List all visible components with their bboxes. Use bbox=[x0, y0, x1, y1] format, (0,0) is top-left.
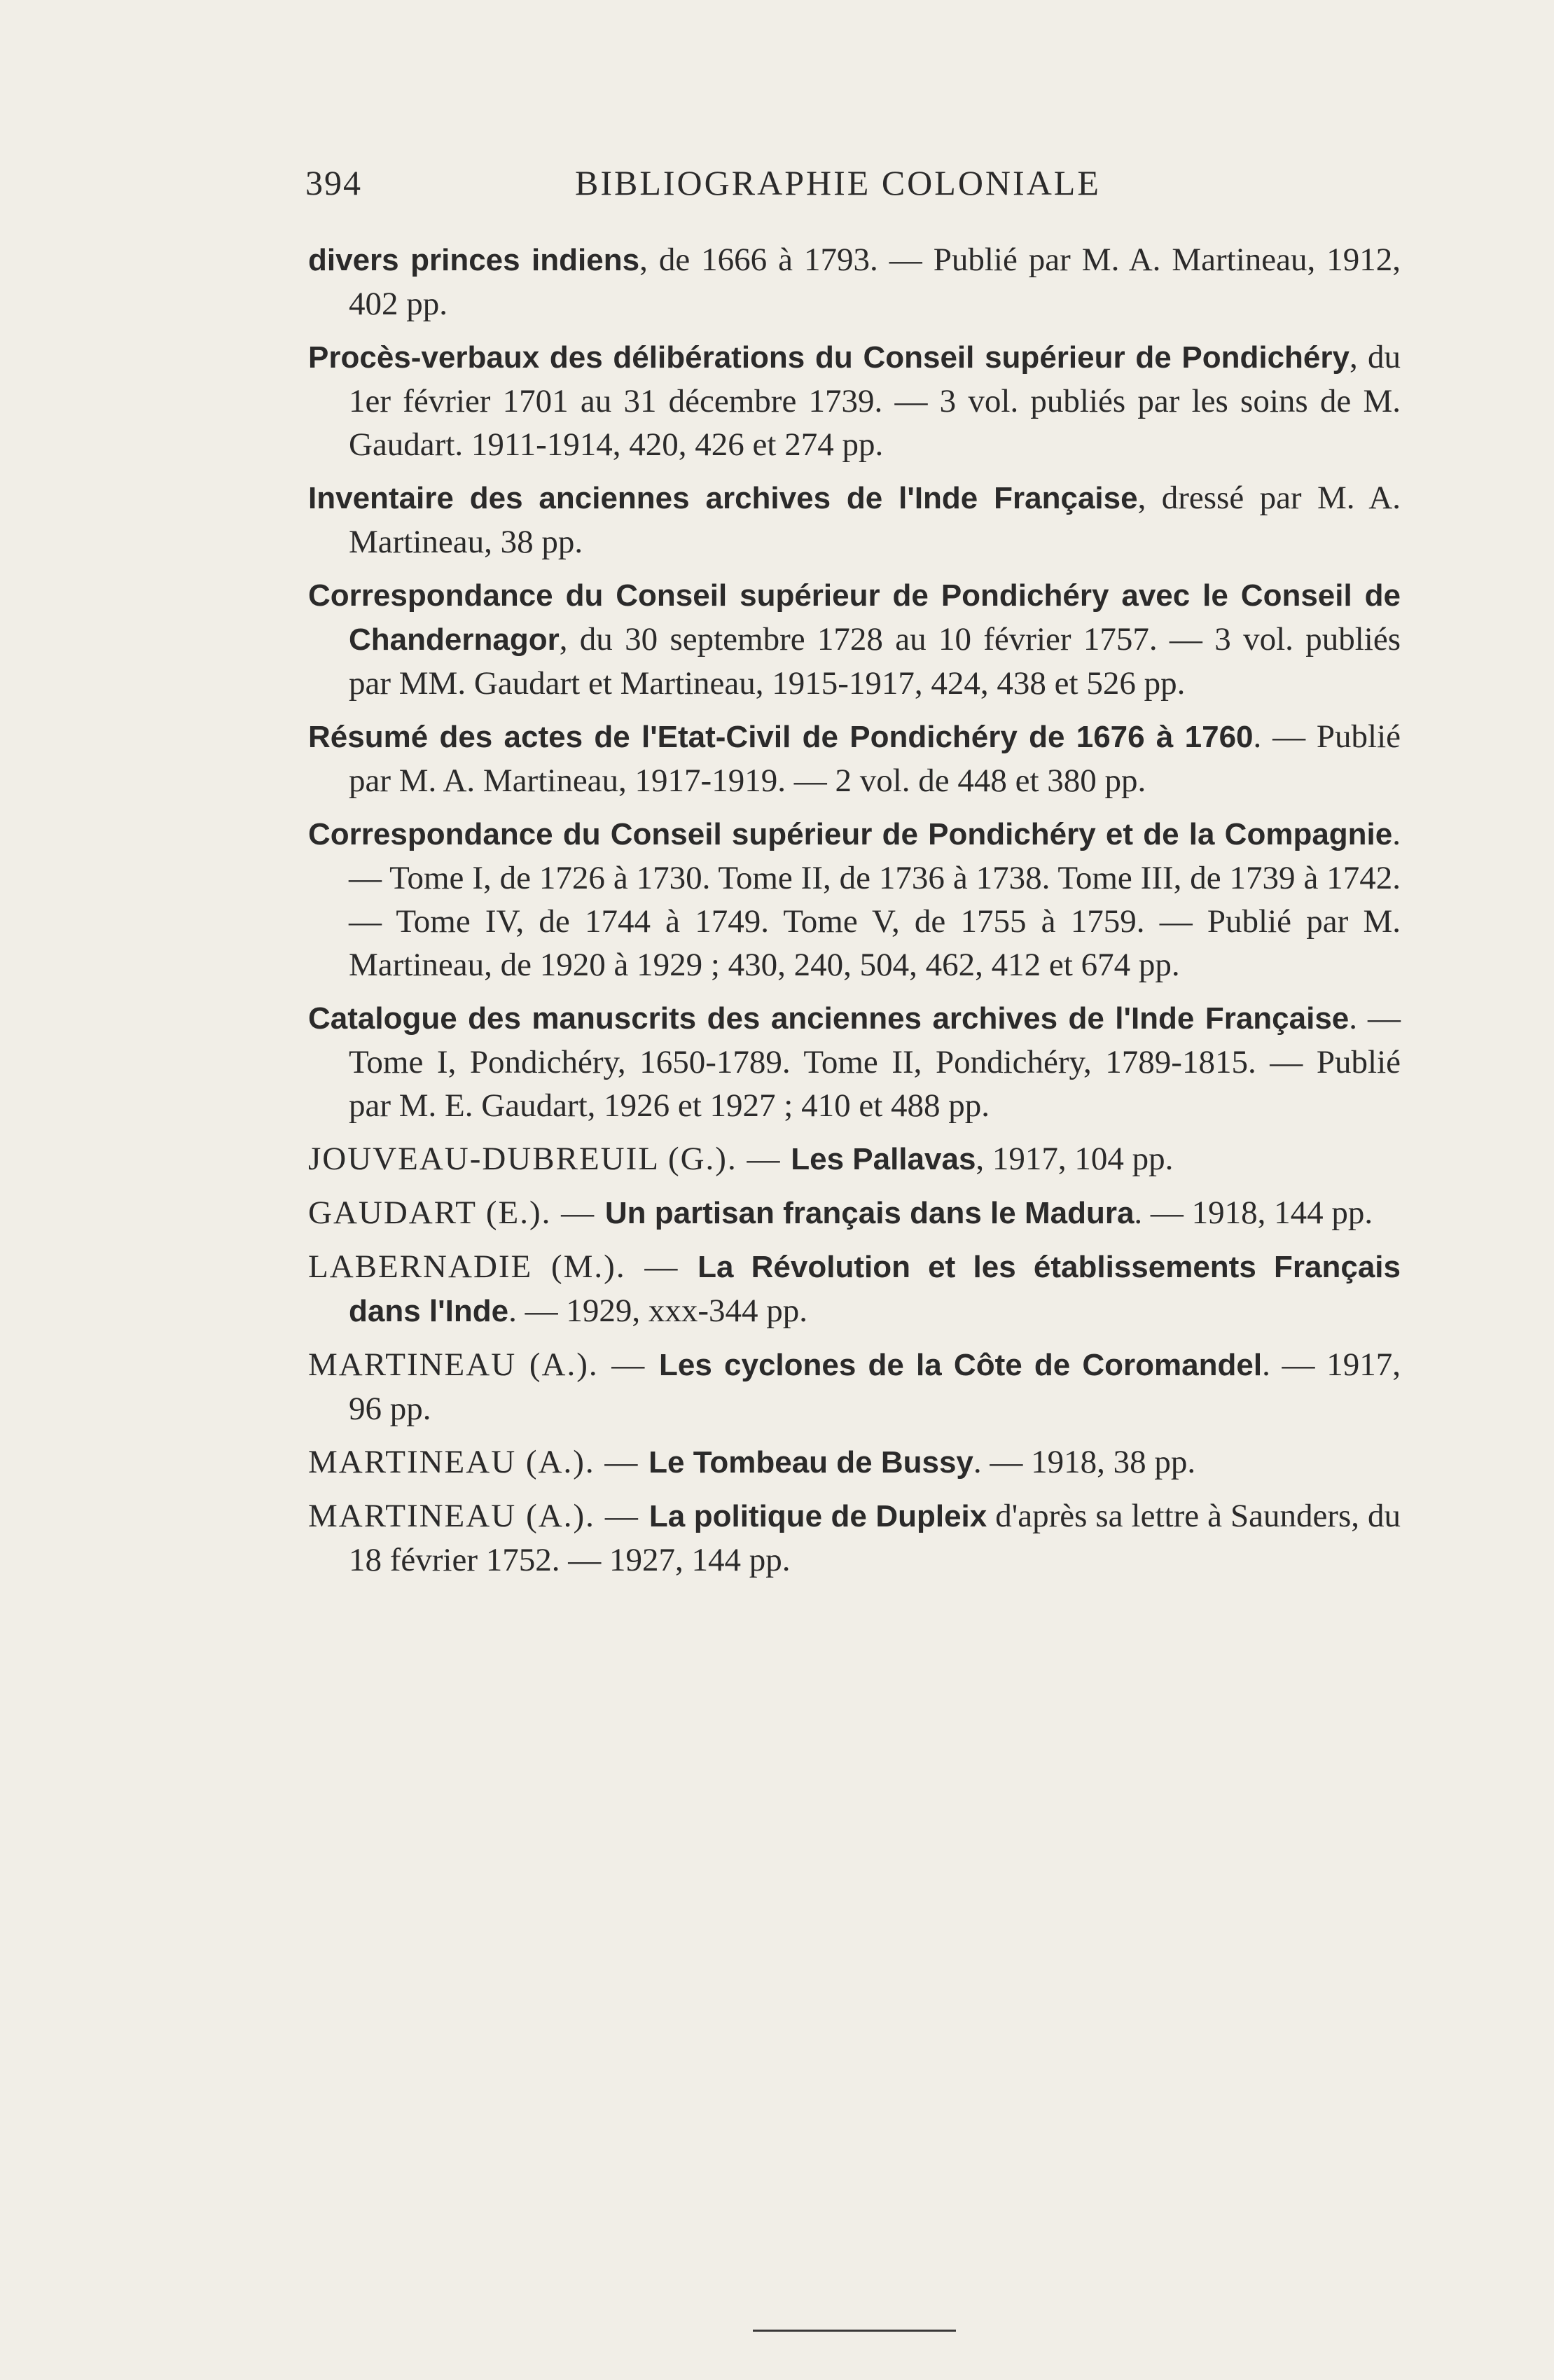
bibliography-list bbox=[308, 238, 1401, 1592]
entry-title: Un partisan français dans le Madura bbox=[604, 1196, 1135, 1230]
bibliography-entry bbox=[308, 812, 1401, 987]
entry-details: , 1917, 104 pp. bbox=[976, 1141, 1174, 1177]
entry-title: Correspondance du Conseil supérieur de Pondichéry avec le Conseil de Chandernagor bbox=[308, 578, 1401, 657]
entry-details: . — Tome I, de 1726 à 1730. Tome II, de 1736 à 1738. Tome III, de 1739 à 1742. — Tome IV, de 1744 à 1749. Tome V, de 1755 à 1759. — Publié par M. Martineau, de 1920 à 1929 ; 430, 240, 504, 462, 412 et 674 pp. bbox=[349, 816, 1401, 983]
entry-title: Procès-verbaux des délibérations du Conseil supérieur de Pondichéry bbox=[308, 340, 1350, 375]
entry-author: MARTINEAU (A.). — bbox=[308, 1444, 649, 1480]
bibliography-entry bbox=[308, 715, 1401, 802]
entry-details: d'après sa lettre à Saunders, du 18 février 1752. — 1927, 144 pp. bbox=[349, 1498, 1401, 1578]
entry-author: GAUDART (E.). — bbox=[308, 1195, 605, 1231]
bibliography-entry bbox=[308, 335, 1401, 466]
entry-author: MARTINEAU (A.). — bbox=[308, 1498, 649, 1534]
entry-title: Catalogue des manuscrits des anciennes archives de l'Inde Française bbox=[308, 1001, 1350, 1036]
entry-details: . — 1929, xxx-344 pp. bbox=[508, 1293, 807, 1329]
entry-title: Résumé des actes de l'Etat-Civil de Pondichéry de 1676 à 1760 bbox=[308, 720, 1254, 754]
entry-details: , dressé par M. A. Martineau, 38 pp. bbox=[349, 480, 1401, 560]
bibliography-entry bbox=[308, 1440, 1401, 1484]
page-header bbox=[305, 162, 1146, 211]
entry-title: Les cyclones de la Côte de Coromandel bbox=[659, 1348, 1263, 1382]
entry-details: , du 30 septembre 1728 au 10 février 1757. — 3 vol. publiés par MM. Gaudart et Martineau, 1915-1917, 424, 438 et 526 pp. bbox=[349, 621, 1401, 702]
entry-title: Correspondance du Conseil supérieur de Pondichéry et de la Compagnie bbox=[308, 817, 1393, 851]
bibliography-entry bbox=[308, 1343, 1401, 1431]
entry-author: MARTINEAU (A.). — bbox=[308, 1346, 660, 1383]
bibliography-entry bbox=[308, 1494, 1401, 1582]
entry-title: Les Pallavas bbox=[791, 1142, 976, 1176]
bibliography-entry bbox=[308, 1191, 1401, 1235]
bibliography-entry bbox=[308, 996, 1401, 1127]
running-title: BIBLIOGRAPHIE COLONIALE bbox=[575, 163, 1101, 202]
entry-details: . — 1917, 96 pp. bbox=[349, 1346, 1401, 1427]
entry-title: Inventaire des anciennes archives de l'Inde Française bbox=[308, 481, 1138, 515]
entry-details: . — 1918, 38 pp. bbox=[973, 1444, 1196, 1480]
entry-details: , de 1666 à 1793. — Publié par M. A. Martineau, 1912, 402 pp. bbox=[349, 242, 1401, 322]
entry-title: La politique de Dupleix bbox=[648, 1499, 987, 1533]
entry-details: . — Publié par M. A. Martineau, 1917-1919. — 2 vol. de 448 et 380 pp. bbox=[349, 718, 1401, 799]
bibliography-entry bbox=[308, 1245, 1401, 1333]
entry-title: Le Tombeau de Bussy bbox=[648, 1445, 973, 1480]
bibliography-entry bbox=[308, 476, 1401, 564]
entry-author: LABERNADIE (M.). — bbox=[308, 1248, 698, 1285]
page-number: 394 bbox=[305, 163, 362, 202]
bibliography-entry bbox=[308, 573, 1401, 705]
end-rule bbox=[753, 2330, 956, 2332]
bibliography-entry bbox=[308, 238, 1401, 326]
entry-title: La Révolution et les établissements Français dans l'Inde bbox=[349, 1250, 1401, 1328]
entry-details: , du 1er février 1701 au 31 décembre 1739. — 3 vol. publiés par les soins de M. Gaudart. 1911-1914, 420, 426 et 274 pp. bbox=[349, 339, 1401, 463]
bibliography-entry bbox=[308, 1137, 1401, 1181]
entry-details: . — Tome I, Pondichéry, 1650-1789. Tome II, Pondichéry, 1789-1815. — Publié par M. E. Gaudart, 1926 et 1927 ; 410 et 488 pp. bbox=[349, 1000, 1401, 1124]
entry-title: divers princes indiens bbox=[308, 243, 640, 277]
entry-author: JOUVEAU-DUBREUIL (G.). — bbox=[308, 1141, 791, 1177]
entry-details: . — 1918, 144 pp. bbox=[1134, 1195, 1373, 1231]
